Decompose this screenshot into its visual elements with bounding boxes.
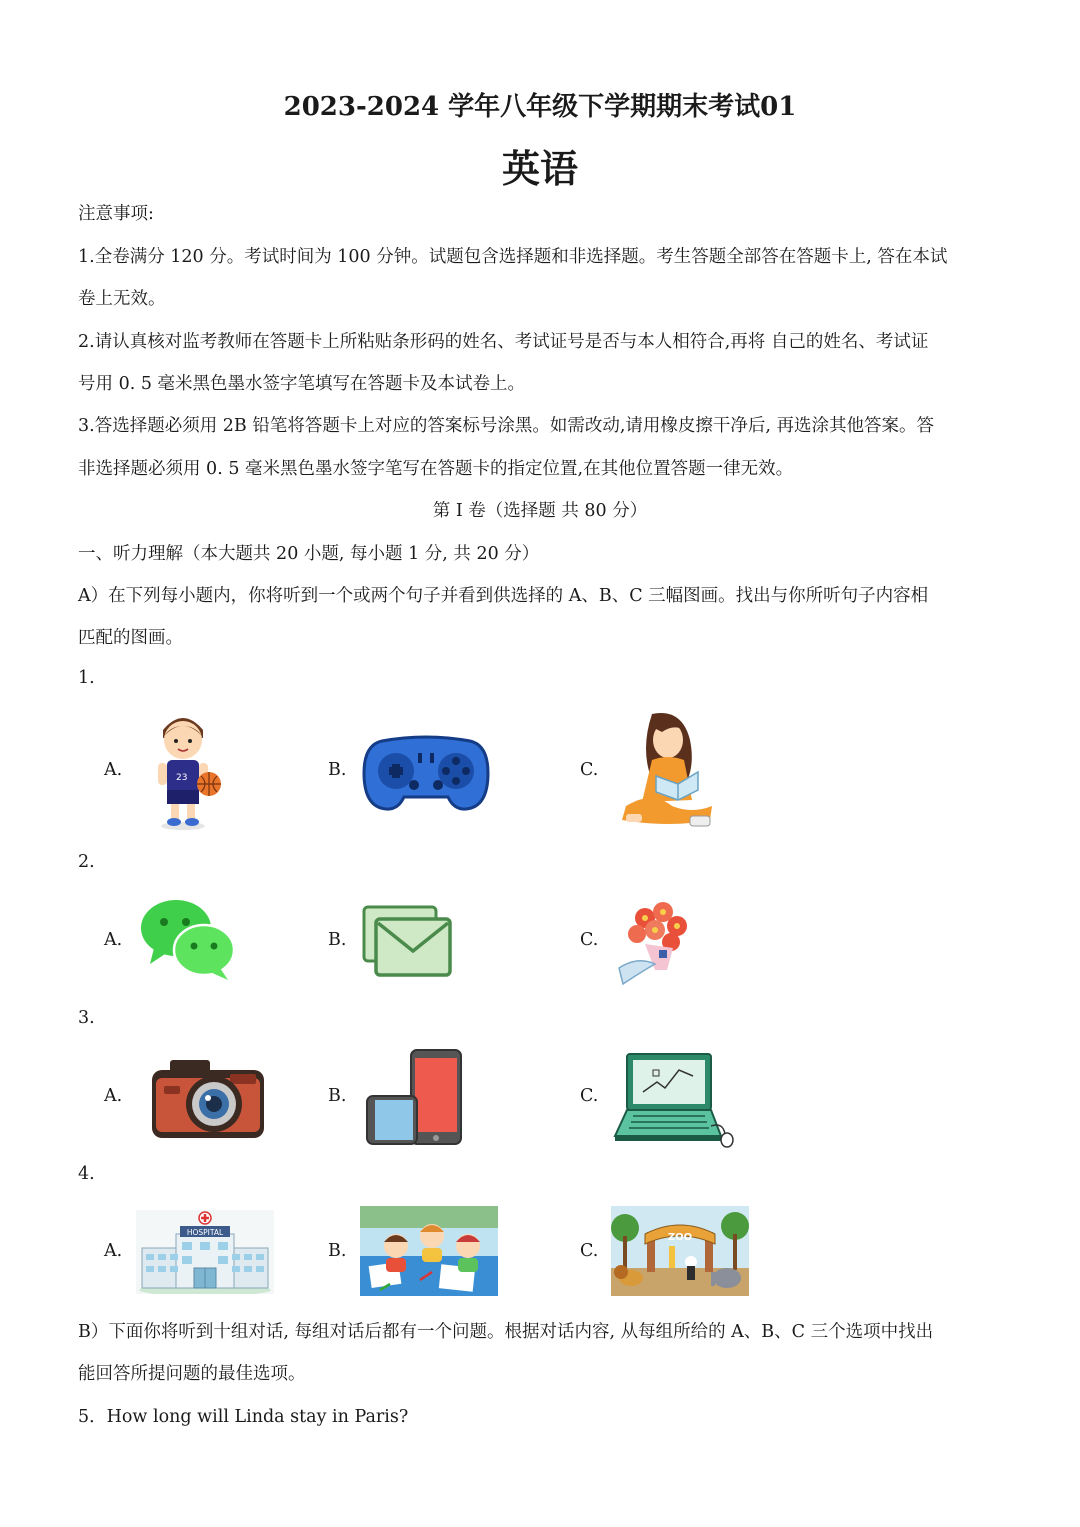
- question-3-number: 3.: [78, 1008, 95, 1028]
- notice-line-4: 号用 0. 5 毫米黑色墨水签字笔填写在答题卡及本试卷上。: [78, 374, 526, 394]
- game-controller-icon: [362, 733, 490, 813]
- exam-subject: 英语: [501, 147, 578, 191]
- notice-line-5: 3.答选择题必须用 2B 铅笔将答题卡上对应的答案标号涂黑。如需改动,请用橡皮擦干净后, 再选涂其他答案。答: [78, 416, 935, 436]
- q3-option-a-label[interactable]: A.: [104, 1086, 123, 1106]
- zoo-icon: [611, 1206, 749, 1296]
- laptop-icon: [613, 1052, 737, 1148]
- q3-option-b-label[interactable]: B.: [328, 1086, 347, 1106]
- hospital-icon: [136, 1210, 274, 1294]
- basketball-boy-icon: [145, 708, 225, 833]
- question-2-number: 2.: [78, 852, 95, 872]
- zoo-sign: ZOO: [667, 1232, 693, 1243]
- notice-line-1: 1.全卷满分 120 分。考试时间为 100 分钟。试题包含选择题和非选择题。考生答题全部答在答题卡上, 答在本试: [78, 247, 948, 267]
- q1-option-b-label[interactable]: B.: [328, 760, 347, 780]
- section-a-instruction-2: 匹配的图画。: [78, 628, 183, 648]
- q3-option-c-label[interactable]: C.: [580, 1086, 599, 1106]
- notice-line-2: 卷上无效。: [78, 289, 166, 309]
- svg-text:23: 23: [176, 773, 188, 783]
- wechat-icon: [140, 898, 236, 980]
- question-4-number: 4.: [78, 1164, 95, 1184]
- reading-girl-icon: [612, 710, 717, 832]
- section-a-instruction-1: A）在下列每小题内，你将听到一个或两个句子并看到供选择的 A、B、C 三幅图画。找出与你所听句子内容相: [78, 586, 929, 606]
- q1-option-c-label[interactable]: C.: [580, 760, 599, 780]
- q4-option-b-label[interactable]: B.: [328, 1241, 347, 1261]
- q2-option-b-label[interactable]: B.: [328, 930, 347, 950]
- camera-icon: [150, 1058, 266, 1142]
- flower-bouquet-icon: [615, 898, 699, 986]
- listening-section-title: 一、听力理解（本大题共 20 小题, 每小题 1 分, 共 20 分）: [78, 544, 540, 564]
- part1-title: 第 I 卷（选择题 共 80 分）: [432, 501, 648, 521]
- question-1-number: 1.: [78, 668, 95, 688]
- exam-title: 2023-2024 学年八年级下学期期末考试01: [283, 92, 797, 122]
- section-b-instruction-1: B）下面你将听到十组对话, 每组对话后都有一个问题。根据对话内容, 从每组所给的 A、B、C 三个选项中找出: [78, 1322, 934, 1342]
- q2-option-a-label[interactable]: A.: [104, 930, 123, 950]
- kids-drawing-icon: [360, 1206, 498, 1296]
- notice-line-3: 2.请认真核对监考教师在答题卡上所粘贴条形码的姓名、考试证号是否与本人相符合,再将 自己的姓名、考试证: [78, 332, 929, 352]
- question-5: 5．How long will Linda stay in Paris?: [78, 1407, 409, 1427]
- notice-line-6: 非选择题必须用 0. 5 毫米黑色墨水签字笔写在答题卡的指定位置,在其他位置答题一律无效。: [78, 459, 794, 479]
- q4-option-a-label[interactable]: A.: [104, 1241, 123, 1261]
- hospital-sign: HOSPITAL: [186, 1228, 224, 1237]
- envelope-icon: [362, 905, 454, 977]
- notice-heading: 注意事项:: [78, 204, 154, 224]
- section-b-instruction-2: 能回答所提问题的最佳选项。: [78, 1364, 306, 1384]
- q1-option-a-label[interactable]: A.: [104, 760, 123, 780]
- smartphones-icon: [365, 1048, 463, 1146]
- q2-option-c-label[interactable]: C.: [580, 930, 599, 950]
- q4-option-c-label[interactable]: C.: [580, 1241, 599, 1261]
